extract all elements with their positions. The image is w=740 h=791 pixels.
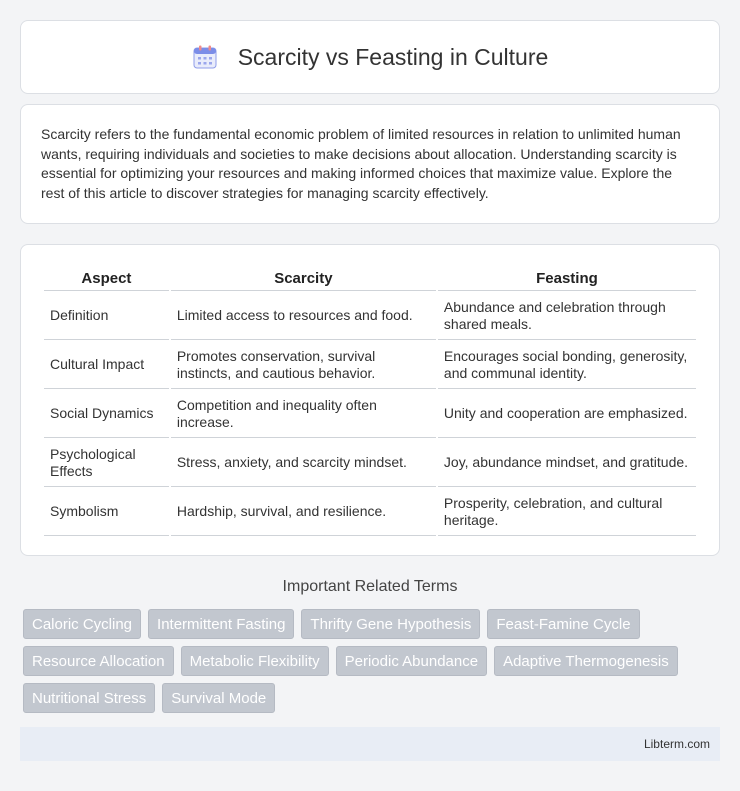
term-tag[interactable]: Resource Allocation [23, 646, 174, 676]
cell-feasting: Encourages social bonding, generosity, and communal identity. [438, 342, 696, 389]
term-tag[interactable]: Nutritional Stress [23, 683, 155, 713]
related-terms-list [23, 609, 723, 713]
calendar-icon [192, 44, 218, 70]
footer-site-link[interactable]: Libterm.com [643, 737, 710, 751]
header-feasting: Feasting [438, 267, 696, 291]
table-row [44, 293, 696, 340]
table-row [44, 440, 696, 487]
term-tag[interactable]: Intermittent Fasting [148, 609, 294, 639]
page-title: Scarcity vs Feasting in Culture [237, 43, 549, 70]
header-aspect: Aspect [44, 267, 169, 291]
header-scarcity: Scarcity [171, 267, 436, 291]
footer [20, 727, 720, 761]
cell-scarcity: Stress, anxiety, and scarcity mindset. [171, 440, 436, 487]
term-tag[interactable]: Thrifty Gene Hypothesis [301, 609, 480, 639]
intro-text: Scarcity refers to the fundamental economic problem of limited resources in relation to unlimited human wants, requiring individuals and societies to make decisions about allocation. Understanding scarcity is essential for optimizing your resources and making informed choices that maximize value. Explore the rest of this article to discover strategies for managing scarcity effectively. [41, 126, 681, 201]
term-tag[interactable]: Periodic Abundance [336, 646, 487, 676]
table-row [44, 391, 696, 438]
table-row [44, 342, 696, 389]
intro-card [20, 104, 720, 224]
table-header-row [44, 267, 696, 291]
header-card [20, 20, 720, 94]
cell-aspect: Social Dynamics [44, 391, 169, 438]
term-tag[interactable]: Feast-Famine Cycle [487, 609, 639, 639]
term-tag[interactable]: Survival Mode [162, 683, 275, 713]
cell-aspect: Symbolism [44, 489, 169, 536]
cell-feasting: Unity and cooperation are emphasized. [438, 391, 696, 438]
cell-scarcity: Promotes conservation, survival instincts, and cautious behavior. [171, 342, 436, 389]
comparison-table [42, 265, 698, 538]
cell-feasting: Abundance and celebration through shared meals. [438, 293, 696, 340]
term-tag[interactable]: Metabolic Flexibility [181, 646, 329, 676]
term-tag[interactable]: Caloric Cycling [23, 609, 141, 639]
table-row [44, 489, 696, 536]
cell-aspect: Psychological Effects [44, 440, 169, 487]
cell-feasting: Joy, abundance mindset, and gratitude. [438, 440, 696, 487]
related-terms-title: Important Related Terms [282, 578, 458, 595]
cell-scarcity: Competition and inequality often increase. [171, 391, 436, 438]
cell-scarcity: Hardship, survival, and resilience. [171, 489, 436, 536]
cell-feasting: Prosperity, celebration, and cultural heritage. [438, 489, 696, 536]
comparison-table-card [20, 244, 720, 556]
cell-scarcity: Limited access to resources and food. [171, 293, 436, 340]
cell-aspect: Definition [44, 293, 169, 340]
term-tag[interactable]: Adaptive Thermogenesis [494, 646, 678, 676]
cell-aspect: Cultural Impact [44, 342, 169, 389]
